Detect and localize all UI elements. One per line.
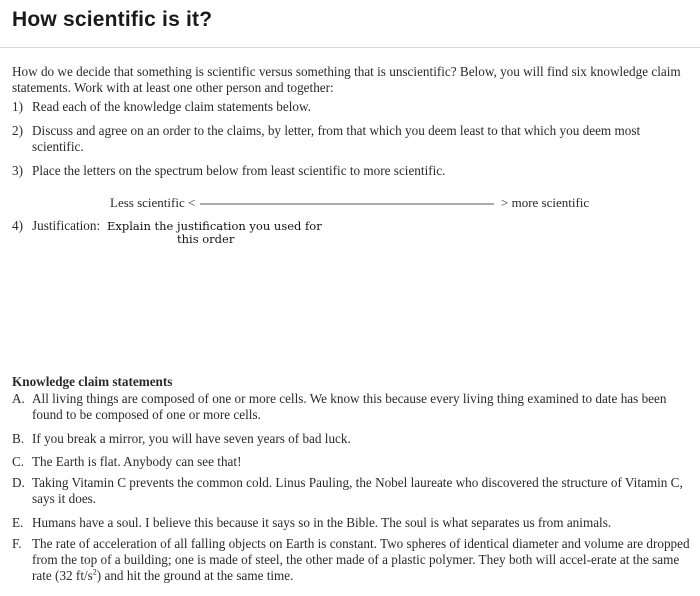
step-number: 3)	[12, 163, 23, 178]
title-divider	[0, 47, 700, 48]
claim-superscript: 2	[92, 567, 97, 577]
claims-heading: Knowledge claim statements	[12, 374, 173, 389]
claim-text	[32, 536, 692, 584]
step-number: 2)	[12, 123, 23, 138]
justification-answer-line-2[interactable]: this order	[177, 232, 235, 246]
spectrum-right-label: > more scientific	[501, 195, 590, 210]
claim-letter: C.	[12, 454, 25, 469]
claim-letter: A.	[12, 391, 25, 406]
spectrum-left-label: Less scientific <	[110, 195, 196, 210]
page-title: How scientific is it?	[12, 8, 213, 31]
claim-text: If you break a mirror, you will have seven years of bad luck.	[32, 431, 351, 446]
intro-paragraph: How do we decide that something is scientific versus something that is unscientific? Below, you will find six knowledge claim statements. Work with at least one other person and together:	[12, 64, 681, 95]
step-number: 1)	[12, 99, 23, 114]
step-text: Place the letters on the spectrum below from least scientific to more scientific.	[32, 163, 446, 178]
justification-answer-line-1[interactable]: Explain the justification you used for	[107, 219, 322, 233]
claim-text: All living things are composed of one or more cells. We know this because every living thing examined to date has been found to be composed of one or more cells.	[32, 391, 667, 422]
claim-text-part-1: The rate of acceleration of all falling objects on Earth is constant. Two spheres of identical diameter and volume are dropped from the top of a building; one is made of steel, the other made of a plastic polymer. They both will accel-erate at the same rate (32 ft/s	[32, 536, 690, 583]
step-text: Justification:	[32, 218, 101, 233]
claim-text-part-2: ) and hit the ground at the same time.	[96, 568, 294, 583]
step-text: Read each of the knowledge claim statements below.	[32, 99, 311, 114]
claim-letter: E.	[12, 515, 24, 530]
claim-letter: F.	[12, 536, 22, 551]
step-text: Discuss and agree on an order to the claims, by letter, from that which you deem least to that which you deem most scientific.	[32, 123, 641, 154]
claim-letter: B.	[12, 431, 25, 446]
scientific-spectrum	[0, 195, 700, 213]
claim-letter: D.	[12, 475, 25, 490]
claim-text: The Earth is flat. Anybody can see that!	[32, 454, 242, 469]
spectrum-arrow-line	[200, 195, 500, 213]
step-number: 4)	[12, 218, 23, 233]
claim-text: Taking Vitamin C prevents the common cold. Linus Pauling, the Nobel laureate who discovered the structure of Vitamin C, says it does.	[32, 475, 683, 506]
claim-text: Humans have a soul. I believe this because it says so in the Bible. The soul is what separates us from animals.	[32, 515, 612, 530]
